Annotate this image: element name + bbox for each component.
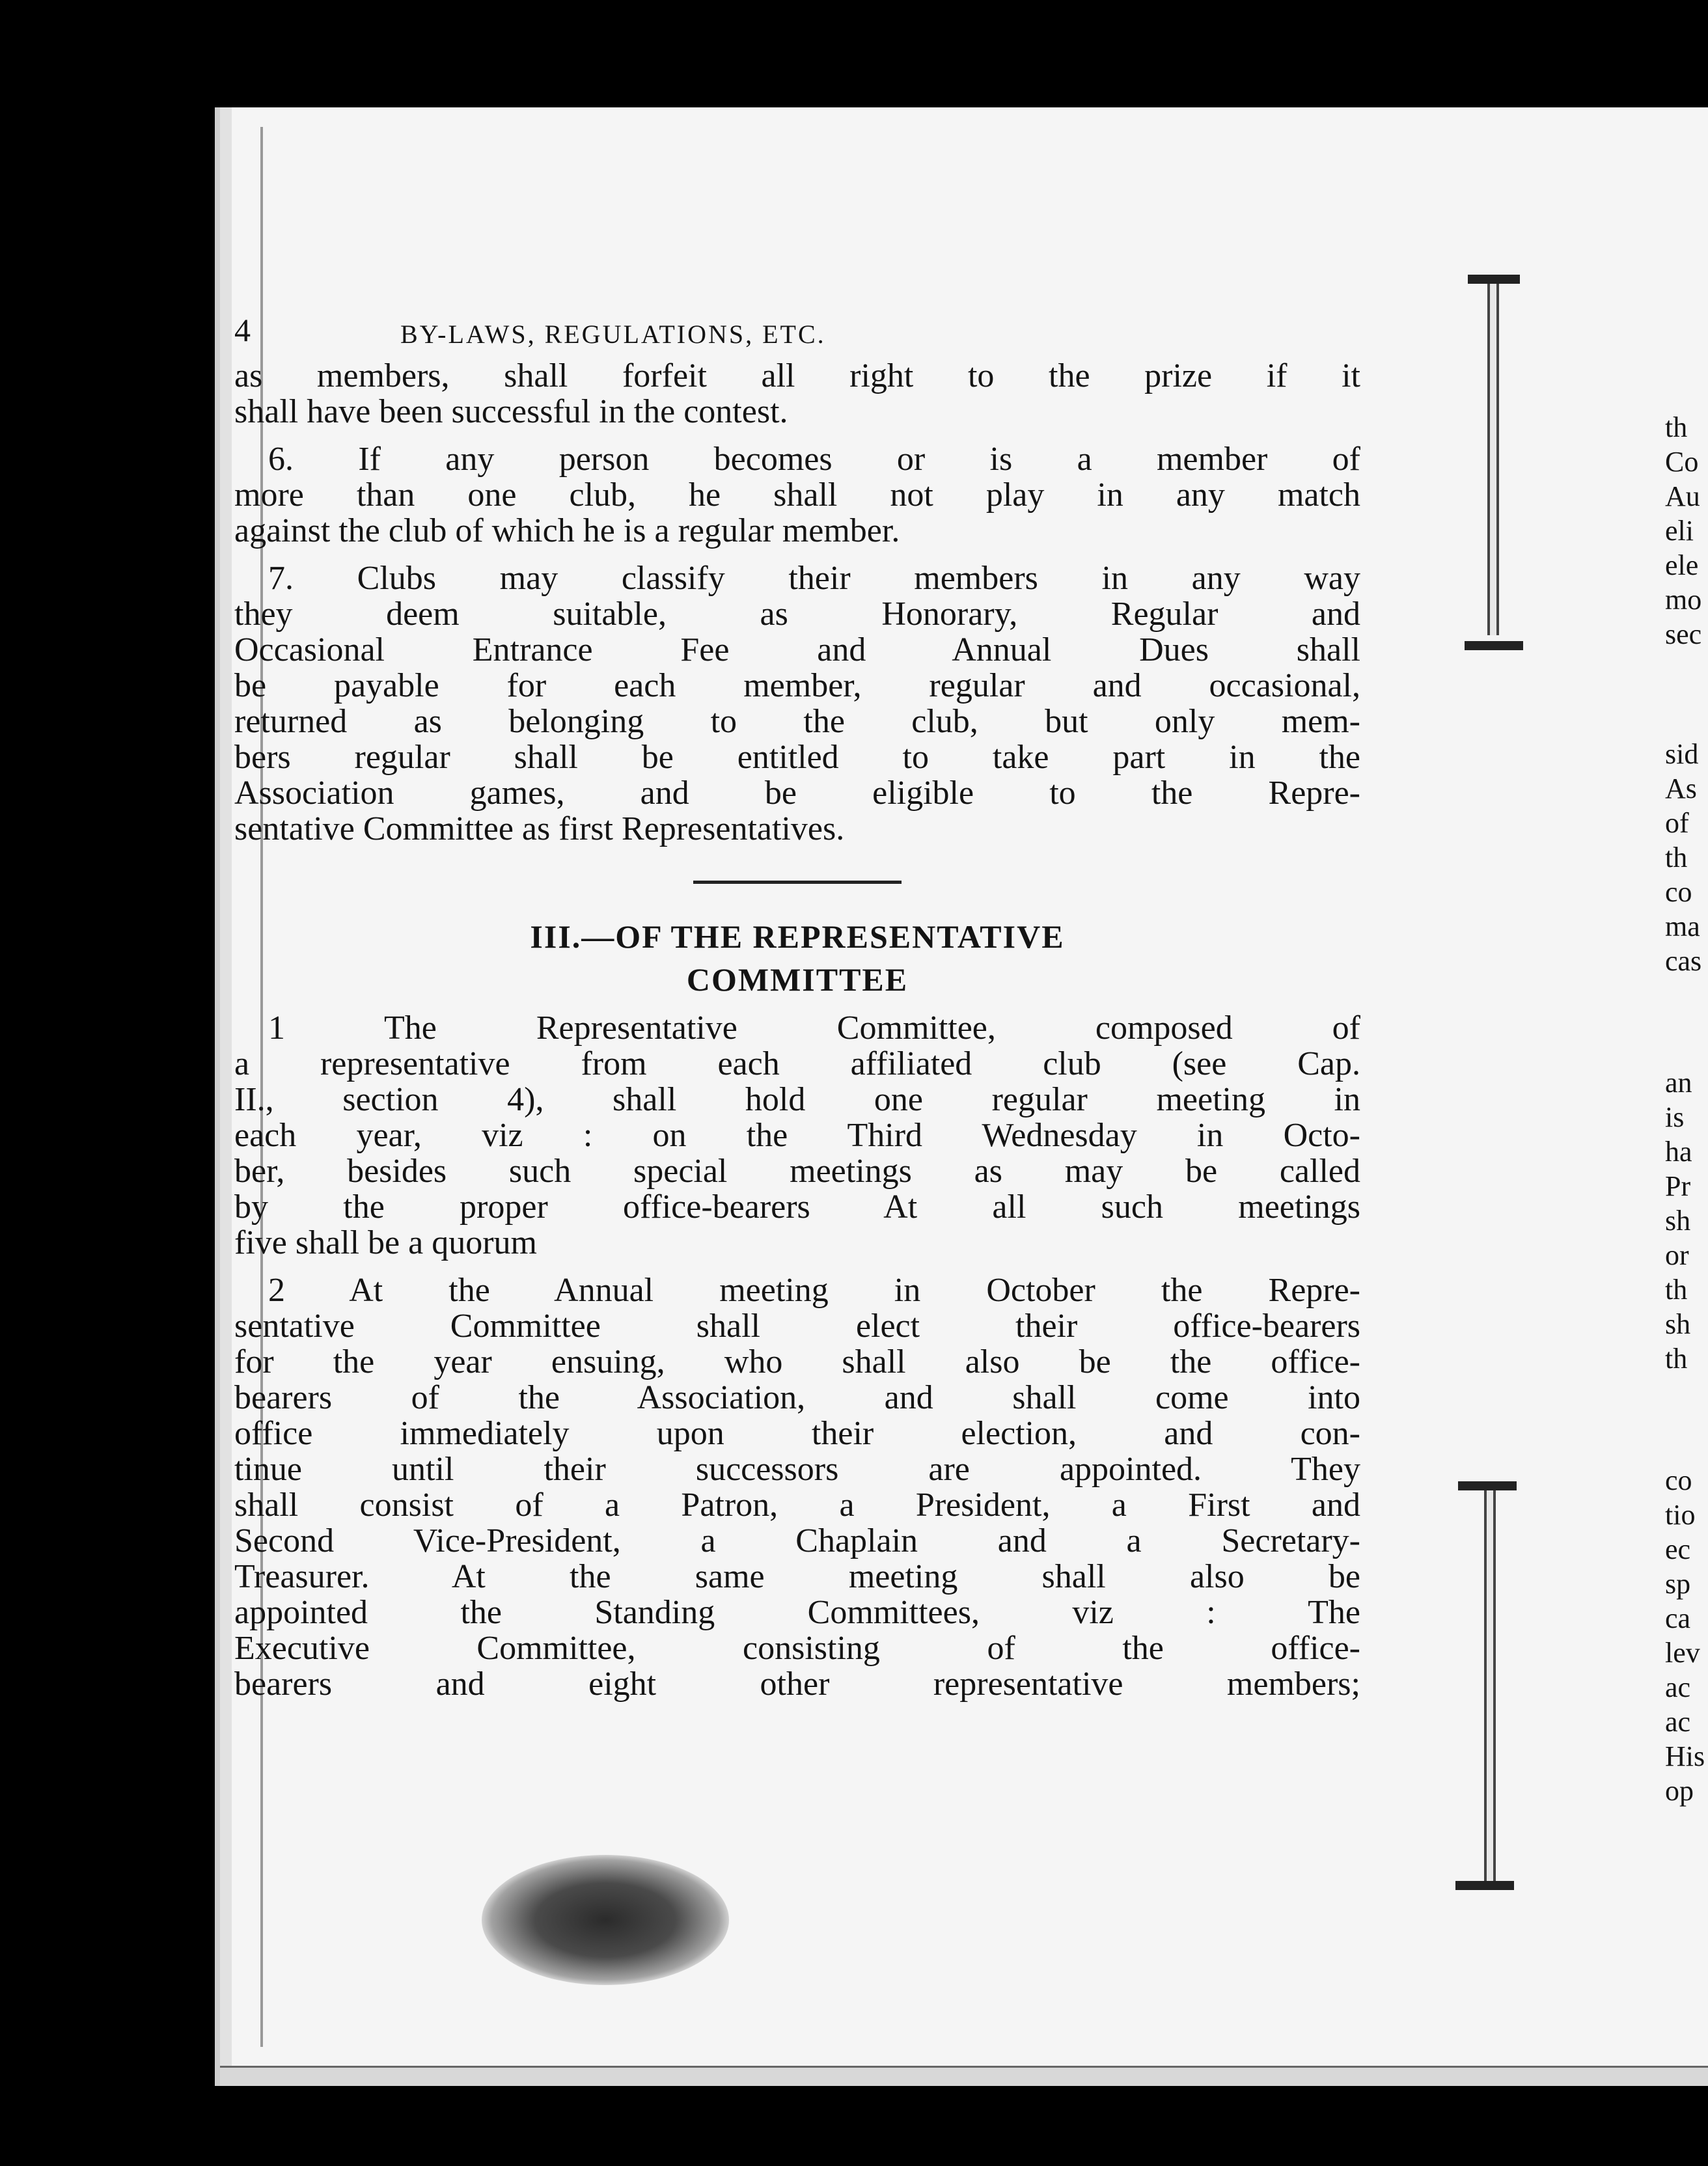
page-header — [234, 306, 1360, 358]
text-line: by the proper office-bearers At all such meetings — [234, 1188, 1360, 1226]
facing-text: cas — [1665, 945, 1702, 977]
text-line: five shall be a quorum — [234, 1224, 537, 1261]
text-line: Occasional Entrance Fee and Annual Dues shall — [234, 631, 1360, 668]
section-title-line: III.—OF THE REPRESENTATIVE — [530, 918, 1065, 955]
text-line: shall have been successful in the contest. — [234, 393, 788, 430]
paragraph-section-2 — [234, 1272, 1360, 1702]
facing-text: th — [1665, 411, 1688, 443]
paragraph-section-1 — [234, 1010, 1360, 1261]
text-line: bearers and eight other representative members; — [234, 1666, 1360, 1703]
facing-text: Au — [1665, 480, 1700, 512]
page-content — [234, 306, 1360, 1702]
text-line: returned as belonging to the club, but only mem- — [234, 703, 1360, 740]
facing-text: mo — [1665, 584, 1702, 616]
text-line: a representative from each affiliated club (see Cap. — [234, 1045, 1360, 1082]
facing-text: lev — [1665, 1637, 1700, 1669]
facing-text: Pr — [1665, 1170, 1691, 1202]
ink-smudge — [482, 1855, 729, 1985]
section-title-line: COMMITTEE — [686, 961, 909, 998]
facing-text: ac — [1665, 1706, 1691, 1738]
text-line: be payable for each member, regular and occasional, — [234, 667, 1360, 704]
facing-text: th — [1665, 1274, 1688, 1306]
facing-text: th — [1665, 1343, 1688, 1375]
stitch-cap-top — [1458, 1481, 1517, 1490]
facing-text: op — [1665, 1775, 1694, 1807]
text-line: office immediately upon their election, and con- — [234, 1415, 1360, 1452]
facing-text: ec — [1665, 1533, 1691, 1565]
paragraph-7 — [234, 560, 1360, 847]
facing-text: ha — [1665, 1136, 1692, 1168]
page-bottom-edge — [220, 2066, 1708, 2086]
text-line: Association games, and be eligible to the Repre- — [234, 775, 1360, 812]
facing-page-fragment-4 — [1665, 1463, 1708, 1808]
text-line: shall consist of a Patron, a President, a First and — [234, 1487, 1360, 1524]
paragraph-6 — [234, 441, 1360, 549]
text-line: for the year ensuing, who shall also be the office- — [234, 1343, 1360, 1380]
text-line: II., section 4), shall hold one regular meeting in — [234, 1081, 1360, 1118]
running-head: BY-LAWS, REGULATIONS, ETC. — [400, 320, 826, 349]
facing-page-fragment-3 — [1665, 1065, 1708, 1376]
text-line: 1 The Representative Committee, composed of — [268, 1009, 1360, 1047]
facing-text: sp — [1665, 1568, 1691, 1600]
text-line: bearers of the Association, and shall come into — [234, 1379, 1360, 1416]
stitch-cap-bottom — [1465, 641, 1523, 650]
facing-text: ele — [1665, 549, 1699, 581]
text-line: Second Vice-President, a Chaplain and a Secretary- — [234, 1522, 1360, 1559]
text-line: appointed the Standing Committees, viz : The — [234, 1594, 1360, 1631]
binding-stitch-upper — [1487, 284, 1499, 635]
binding-stitch-lower — [1484, 1490, 1496, 1881]
facing-text: eli — [1665, 515, 1694, 547]
facing-text: co — [1665, 1464, 1692, 1496]
facing-text: sh — [1665, 1205, 1691, 1237]
page-number: 4 — [234, 312, 251, 348]
facing-text: sec — [1665, 618, 1702, 650]
text-line: each year, viz : on the Third Wednesday in Octo- — [234, 1117, 1360, 1154]
text-line: ber, besides such special meetings as may be called — [234, 1153, 1360, 1190]
text-line: 7. Clubs may classify their members in any way — [268, 560, 1360, 597]
text-line: sentative Committee shall elect their office-bearers — [234, 1308, 1360, 1345]
stitch-cap-top — [1468, 275, 1520, 284]
paragraph-continuation — [234, 358, 1360, 430]
text-line: against the club of which he is a regular member. — [234, 512, 900, 549]
facing-text: sid — [1665, 738, 1699, 770]
text-line: as members, shall forfeit all right to the prize if it — [234, 357, 1360, 394]
facing-page-fragment-1 — [1665, 410, 1708, 651]
text-line: Treasurer. At the same meeting shall also be — [234, 1558, 1360, 1595]
facing-text: an — [1665, 1067, 1692, 1099]
facing-text: ac — [1665, 1671, 1691, 1703]
section-divider — [693, 881, 902, 884]
text-line: Executive Committee, consisting of the office- — [234, 1630, 1360, 1667]
facing-text: is — [1665, 1101, 1685, 1133]
facing-text: ca — [1665, 1602, 1691, 1634]
section-title — [234, 915, 1360, 1001]
facing-text: Co — [1665, 446, 1699, 478]
facing-text: sh — [1665, 1308, 1691, 1340]
facing-text: co — [1665, 876, 1692, 908]
facing-page-fragment-2 — [1665, 737, 1708, 978]
text-line: more than one club, he shall not play in any match — [234, 476, 1360, 514]
facing-text: His — [1665, 1740, 1705, 1772]
facing-text: tio — [1665, 1499, 1696, 1531]
stitch-cap-bottom — [1455, 1881, 1514, 1890]
text-line: tinue until their successors are appointed. They — [234, 1451, 1360, 1488]
text-line: sentative Committee as first Representatives. — [234, 810, 845, 847]
text-line: they deem suitable, as Honorary, Regular and — [234, 596, 1360, 633]
facing-text: As — [1665, 773, 1697, 804]
text-line: 6. If any person becomes or is a member of — [268, 441, 1360, 478]
text-line: bers regular shall be entitled to take part in the — [234, 739, 1360, 776]
facing-text: or — [1665, 1239, 1689, 1271]
text-line: 2 At the Annual meeting in October the Repre- — [268, 1272, 1360, 1309]
facing-text: ma — [1665, 911, 1700, 942]
facing-text: of — [1665, 807, 1689, 839]
facing-text: th — [1665, 842, 1688, 873]
